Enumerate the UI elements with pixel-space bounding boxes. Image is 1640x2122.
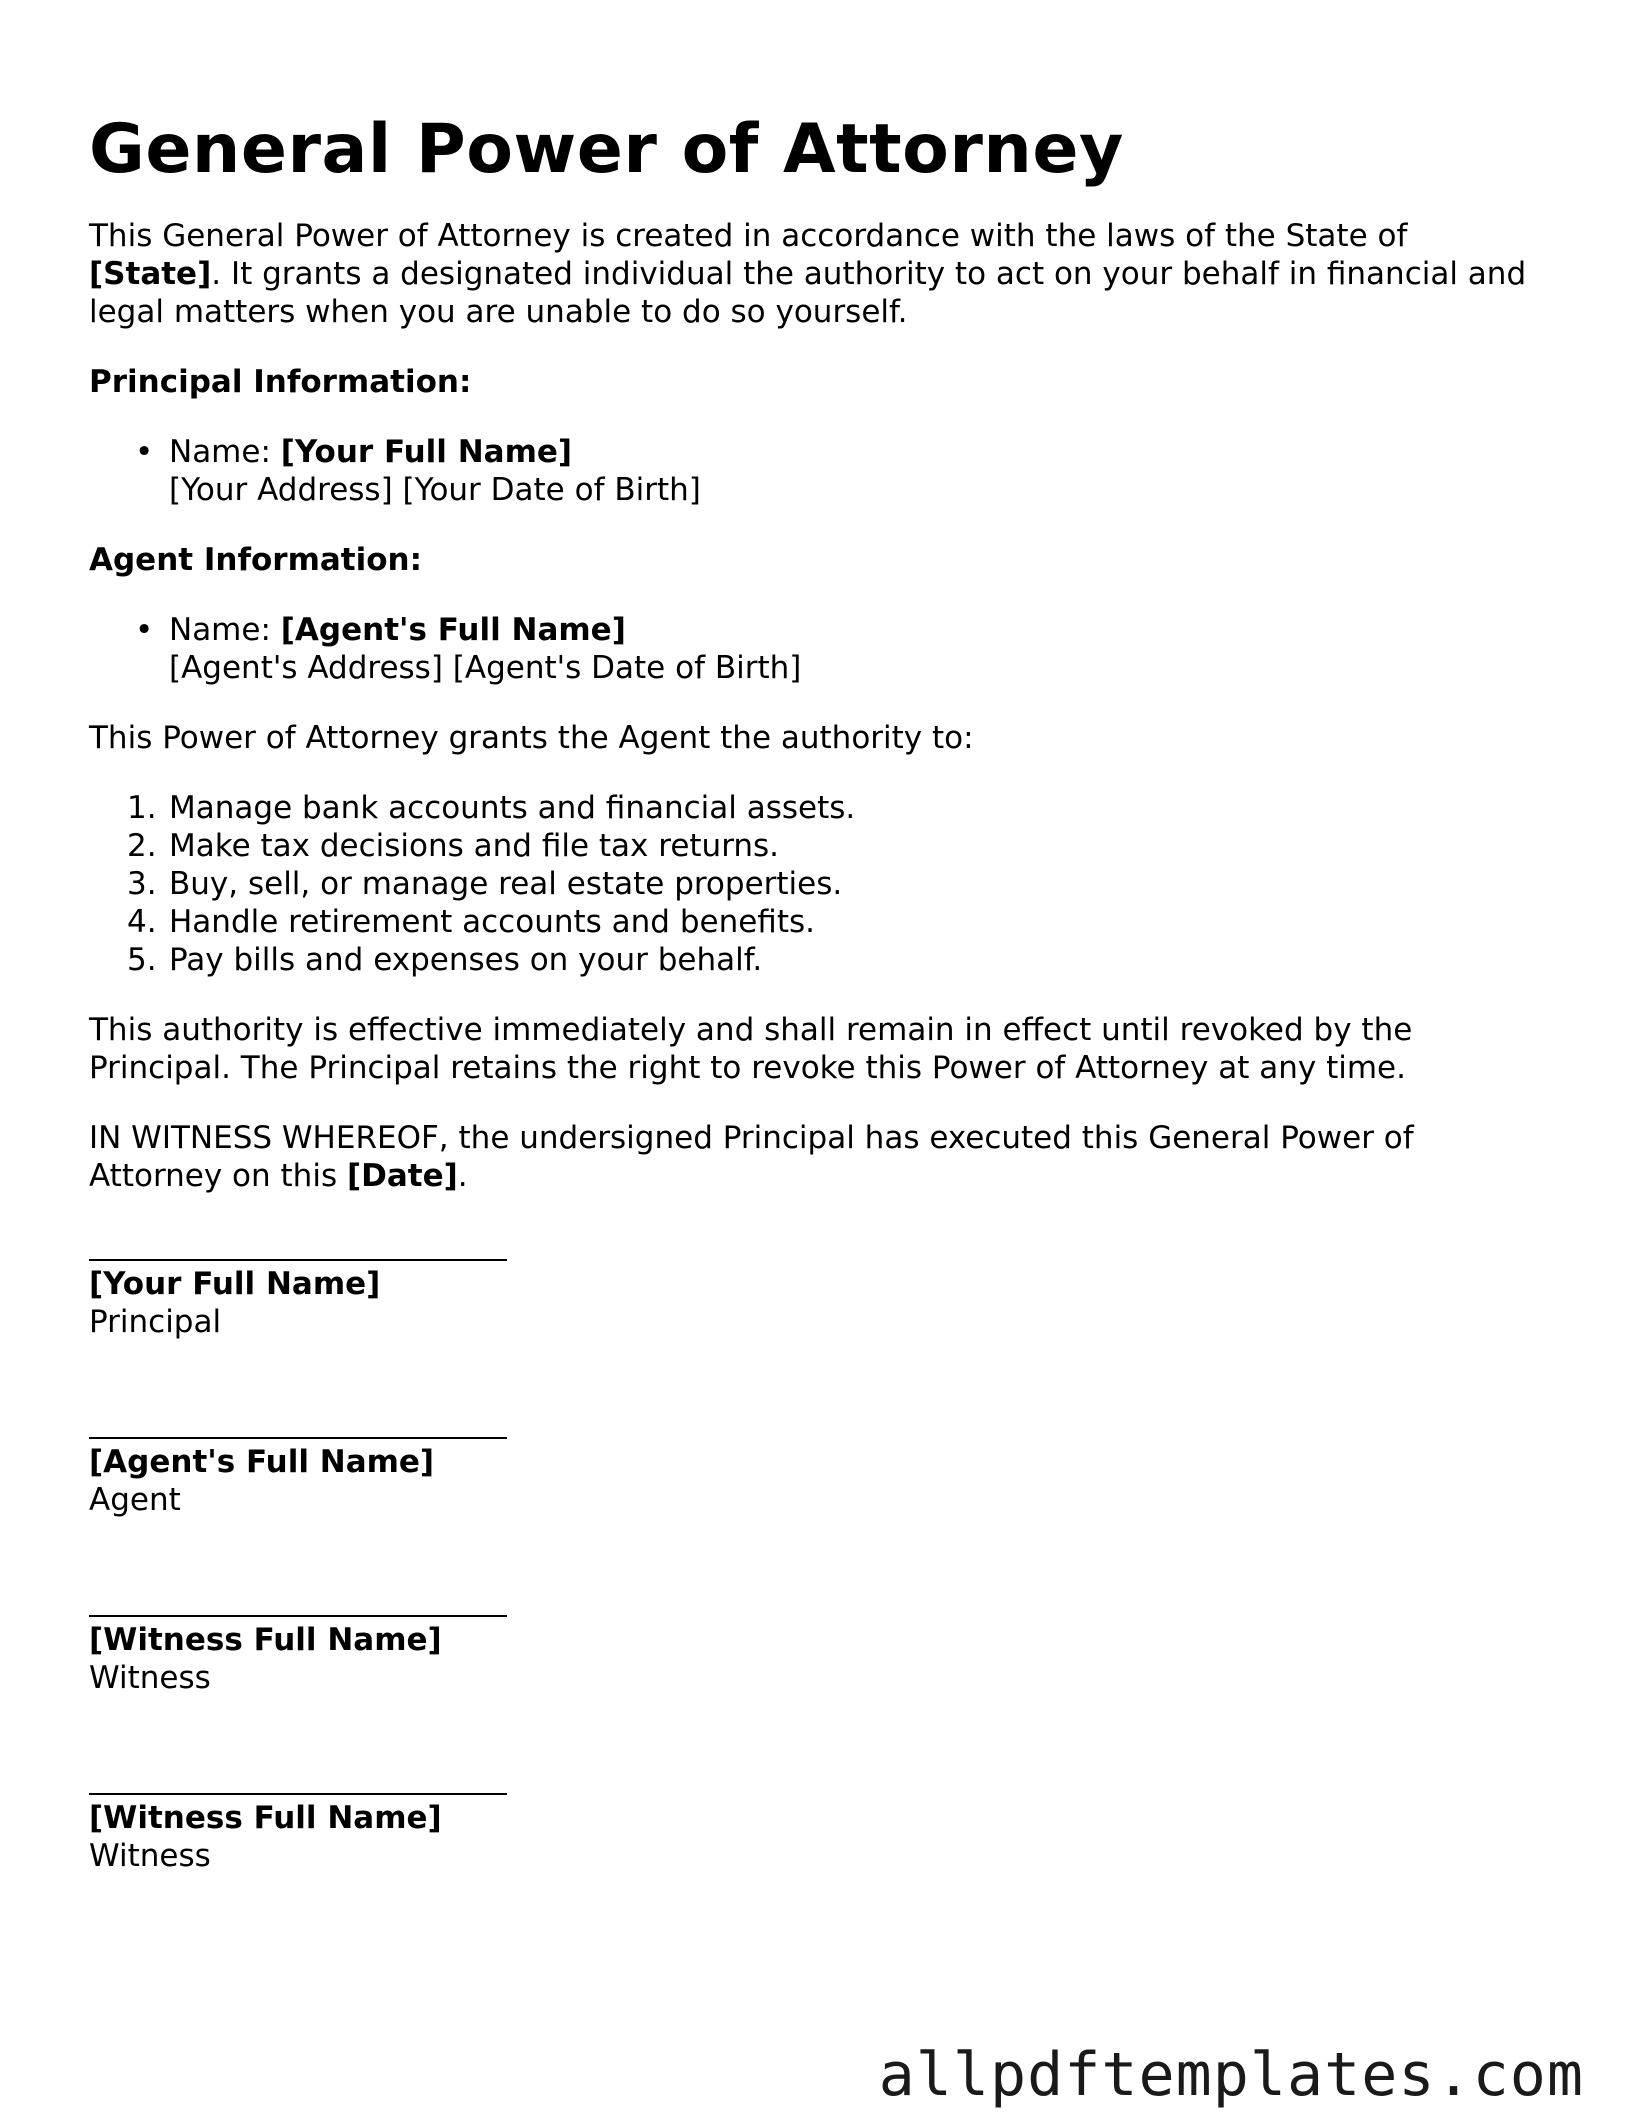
signature-block-witness-1 (89, 1589, 1529, 1697)
agent-name-label: Name: (169, 612, 281, 648)
list-item (135, 611, 1529, 687)
power-text: Manage bank accounts and financial assets. (169, 790, 856, 826)
power-number: 2. (127, 828, 157, 864)
principal-name-value: [Your Full Name] (280, 434, 573, 470)
power-number: 1. (127, 790, 157, 826)
signature-line (89, 1767, 507, 1795)
power-number: 5. (127, 942, 157, 978)
agent-details: [Agent's Address] [Agent's Date of Birth] (169, 650, 802, 686)
power-number: 4. (127, 904, 157, 940)
state-placeholder: [State] (89, 256, 212, 292)
principal-heading: Principal Information: (89, 364, 472, 400)
powers-list (89, 789, 1529, 979)
power-text: Pay bills and expenses on your behalf. (169, 942, 763, 978)
signature-block-principal (89, 1233, 1529, 1341)
signer-role: Agent (89, 1482, 181, 1518)
signature-block-agent (89, 1411, 1529, 1519)
signer-role: Witness (89, 1838, 211, 1874)
principal-info-list (89, 433, 1529, 509)
power-item (127, 903, 1529, 941)
date-placeholder: [Date] (346, 1158, 458, 1194)
power-text: Make tax decisions and file tax returns. (169, 828, 780, 864)
intro-text-end: . It grants a designated individual the authority to act on your behalf in financial and legal matters when you are unable to do so yourself. (89, 256, 1527, 330)
agent-name-value: [Agent's Full Name] (280, 612, 626, 648)
bullet-icon: • (135, 434, 154, 470)
agent-info-list (89, 611, 1529, 687)
witness-text-start: IN WITNESS WHEREOF, the undersigned Principal has executed this General Power of Attorney on this (89, 1120, 1414, 1194)
signature-section (89, 1233, 1529, 1875)
power-item (127, 865, 1529, 903)
signature-line (89, 1411, 507, 1439)
intro-paragraph (89, 217, 1529, 331)
list-item (135, 433, 1529, 509)
signer-name: [Your Full Name] (89, 1266, 381, 1302)
power-text: Handle retirement accounts and benefits. (169, 904, 815, 940)
power-text: Buy, sell, or manage real estate properties. (169, 866, 843, 902)
power-item (127, 789, 1529, 827)
document-title: General Power of Attorney (89, 110, 1124, 189)
witness-text-end: . (457, 1158, 468, 1194)
signature-line (89, 1589, 507, 1617)
document-page (89, 110, 1529, 1945)
signer-name: [Witness Full Name] (89, 1622, 442, 1658)
principal-details: [Your Address] [Your Date of Birth] (169, 472, 701, 508)
witness-clause (89, 1119, 1529, 1195)
intro-text-start: This General Power of Attorney is created in accordance with the laws of the State of (89, 218, 1408, 254)
signer-name: [Agent's Full Name] (89, 1444, 435, 1480)
signature-line (89, 1233, 507, 1261)
bullet-icon: • (135, 612, 154, 648)
signature-block-witness-2 (89, 1767, 1529, 1875)
power-item (127, 941, 1529, 979)
signer-role: Witness (89, 1660, 211, 1696)
agent-heading: Agent Information: (89, 542, 422, 578)
signer-name: [Witness Full Name] (89, 1800, 442, 1836)
grants-intro: This Power of Attorney grants the Agent the authority to: (89, 720, 974, 756)
power-item (127, 827, 1529, 865)
signer-role: Principal (89, 1304, 222, 1340)
power-number: 3. (127, 866, 157, 902)
principal-name-label: Name: (169, 434, 281, 470)
effective-paragraph: This authority is effective immediately and shall remain in effect until revoked by the Principal. The Principal retains the right to revoke this Power of Attorney at any time. (89, 1012, 1413, 1086)
watermark-text: allpdftemplates.com (878, 2040, 1584, 2110)
